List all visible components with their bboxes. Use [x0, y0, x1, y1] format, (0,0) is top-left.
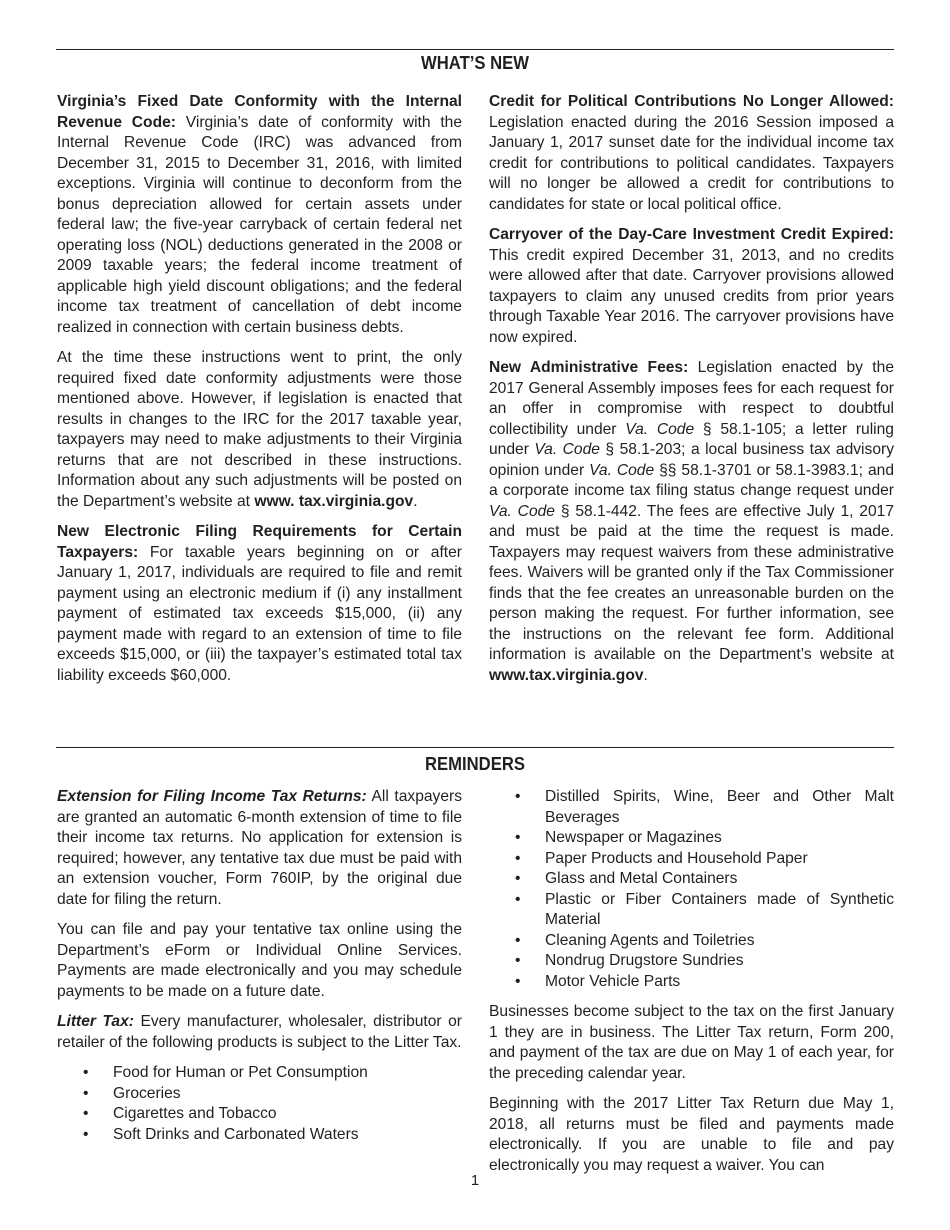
- emphasis-text: Extension for Filing Income Tax Returns:: [57, 788, 367, 805]
- list-item: [489, 787, 894, 828]
- paragraph: [57, 1012, 462, 1053]
- emphasis-text: Carryover of the Day-Care Investment Credit Expired:: [489, 226, 894, 243]
- bullet-icon: •: [83, 1064, 89, 1081]
- list-item-text: Plastic or Fiber Containers made of Synthetic Material: [545, 890, 894, 928]
- emphasis-text: Va. Code: [589, 461, 655, 479]
- emphasis-text: Virginia’s Fixed Date Conformity with the Internal Revenue Code:: [57, 93, 462, 131]
- emphasis-text: Litter Tax:: [57, 1013, 134, 1030]
- list-item-text: Groceries: [113, 1084, 181, 1102]
- body-text: § 58.1-105; a letter ruling under: [489, 420, 894, 458]
- bullet-icon: •: [515, 870, 521, 887]
- list-item-text: Nondrug Drugstore Sundries: [545, 952, 744, 969]
- list-item: [57, 1084, 462, 1105]
- reminders-heading: REMINDERS: [425, 753, 525, 774]
- list-item-text: Cigarettes and Tobacco: [113, 1105, 277, 1122]
- body-text: § 58.1-203; a local business tax advisory opinion under: [489, 441, 894, 479]
- paragraph: [57, 920, 462, 1002]
- whats-new-heading: WHAT’S NEW: [421, 52, 529, 73]
- whats-new-right-column: [489, 92, 894, 696]
- paragraph: [489, 92, 894, 215]
- list-item-text: Distilled Spirits, Wine, Beer and Other Malt Beverages: [545, 788, 894, 826]
- emphasis-text: Credit for Political Contributions No Longer Allowed:: [489, 93, 894, 110]
- list-item: [489, 931, 894, 952]
- list-item: [489, 972, 894, 993]
- list-item-text: Soft Drinks and Carbonated Waters: [113, 1125, 359, 1143]
- list-item: [57, 1104, 462, 1125]
- body-text: § 58.1-442. The fees are effective July 1, 2017 and must be paid at the time the request is made. Taxpayers may request waivers from these administrative fees. Waivers will be granted only if the Tax Commissioner finds that the fee creates an unreasonable burden on the person making the request. For further information, see the instructions on the relevant fee form. Additional information is available on the Department’s website at: [489, 502, 894, 663]
- paragraph: [489, 358, 894, 686]
- emphasis-text: www. tax.virginia.gov: [254, 492, 414, 510]
- list-item-text: Glass and Metal Containers: [545, 870, 738, 887]
- body-text: Every manufacturer, wholesaler, distributor or retailer of the following products is subject to the Litter Tax.: [57, 1013, 462, 1051]
- list-item: [489, 951, 894, 972]
- reminders-right-column: [489, 787, 894, 1186]
- list-item-text: Motor Vehicle Parts: [545, 972, 681, 990]
- paragraph: [57, 92, 462, 338]
- body-text: §§ 58.1-3701 or 58.1-3983.1; and a corporate income tax filing status change request under: [489, 461, 894, 499]
- body-text: .: [643, 666, 648, 684]
- body-text: .: [413, 492, 418, 510]
- body-text: Legislation enacted during the 2016 Session imposed a January 1, 2017 sunset date for the individual income tax credit for contributions to political candidates. Taxpayers will no longer be allowed a credit for contributions to candidates for state or local political office.: [489, 113, 894, 213]
- bullet-icon: •: [515, 829, 521, 846]
- bullet-icon: •: [83, 1125, 89, 1143]
- list-item-text: Cleaning Agents and Toiletries: [545, 931, 755, 949]
- litter-products-list: [57, 1063, 462, 1145]
- bullet-icon: •: [515, 972, 521, 990]
- emphasis-text: New Electronic Filing Requirements for Certain Taxpayers:: [57, 523, 462, 561]
- list-item: [57, 1125, 462, 1146]
- paragraph: [57, 522, 462, 686]
- reminders-left-column: [57, 787, 462, 1155]
- whats-new-left-column: [57, 92, 462, 696]
- paragraph: [57, 787, 462, 910]
- list-item: [489, 828, 894, 849]
- list-item: [489, 890, 894, 931]
- body-text: Legislation enacted by the 2017 General Assembly imposes fees for each request for an offer in compromise with respect to doubtful collectibility under: [489, 359, 894, 438]
- bullet-icon: •: [83, 1105, 89, 1122]
- body-text: Businesses become subject to the tax on the first January 1 they are in business. The Litter Tax return, Form 200, and payment of the tax are due on May 1 of each year, for the preceding calendar year.: [489, 1003, 894, 1082]
- body-text: You can file and pay your tentative tax online using the Department’s eForm or Individual Online Services. Payments are made electronically and you may schedule payments to be made on a future date.: [57, 921, 462, 1000]
- body-text: Beginning with the 2017 Litter Tax Return due May 1, 2018, all returns must be filed and payments made electronically. If you are unable to file and pay electronically you may request a waiver. You can: [489, 1095, 894, 1174]
- litter-products-list-continued: [489, 787, 894, 992]
- emphasis-text: www.tax.virginia.gov: [489, 666, 644, 684]
- body-text: At the time these instructions went to print, the only required fixed date conformity adjustments were those mentioned above. However, if legislation is enacted that results in changes to the IRC for the 2017 taxable year, taxpayers may need to make adjustments to their Virginia returns that are not described in these instructions. Information about any such adjustments will be posted on the Department’s website at: [57, 349, 462, 510]
- emphasis-text: Va. Code: [534, 441, 600, 458]
- body-text: Virginia’s date of conformity with the Internal Revenue Code (IRC) was advanced from December 31, 2015 to December 31, 2016, with limited exceptions. Virginia will continue to deconform from the bonus depreciation allowed for certain assets under federal law; the five-year carryback of certain federal net operating loss (NOL) deductions generated in the 2008 or 2009 taxable years; the federal income treatment of applicable high yield discount obligations; and the federal income tax treatment of cancellation of debt income realized in connection with certain business debts.: [57, 113, 463, 336]
- body-text: This credit expired December 31, 2013, and no credits were allowed after that date. Carryover provisions allowed taxpayers to claim any unused credits from prior years through Taxable Year 2016. The carryover provisions have now expired.: [489, 246, 894, 346]
- section-rule: [56, 747, 894, 748]
- bullet-icon: •: [83, 1084, 89, 1102]
- bullet-icon: •: [515, 952, 521, 969]
- bullet-icon: •: [515, 788, 521, 805]
- bullet-icon: •: [515, 849, 521, 867]
- list-item: [57, 1063, 462, 1084]
- list-item: [489, 869, 894, 890]
- paragraph: [57, 348, 462, 512]
- paragraph: [489, 1002, 894, 1084]
- body-text: All taxpayers are granted an automatic 6-month extension of time to file their income tax returns. No application for extension is required; however, any tentative tax due must be paid with an extension voucher, Form 760IP, by the original due date for filing the return.: [57, 788, 462, 908]
- page-number: 1: [470, 1172, 480, 1189]
- bullet-icon: •: [515, 931, 521, 949]
- emphasis-text: Va. Code: [489, 502, 555, 520]
- emphasis-text: New Administrative Fees:: [489, 359, 689, 376]
- list-item-text: Food for Human or Pet Consumption: [113, 1064, 368, 1081]
- list-item: [489, 849, 894, 870]
- list-item-text: Paper Products and Household Paper: [545, 849, 808, 867]
- bullet-icon: •: [515, 890, 521, 908]
- emphasis-text: Va. Code: [625, 420, 695, 438]
- list-item-text: Newspaper or Magazines: [545, 829, 722, 846]
- paragraph: [489, 1094, 894, 1176]
- body-text: For taxable years beginning on or after January 1, 2017, individuals are required to file and remit payment using an electronic medium if (i) any installment payment of estimated tax exceeds $15,000, (ii) any payment made with regard to an extension of time to file exceeds $15,000, or (iii) the taxpayer’s estimated total tax liability exceeds $60,000.: [57, 543, 462, 684]
- section-rule: [56, 49, 894, 50]
- paragraph: [489, 225, 894, 348]
